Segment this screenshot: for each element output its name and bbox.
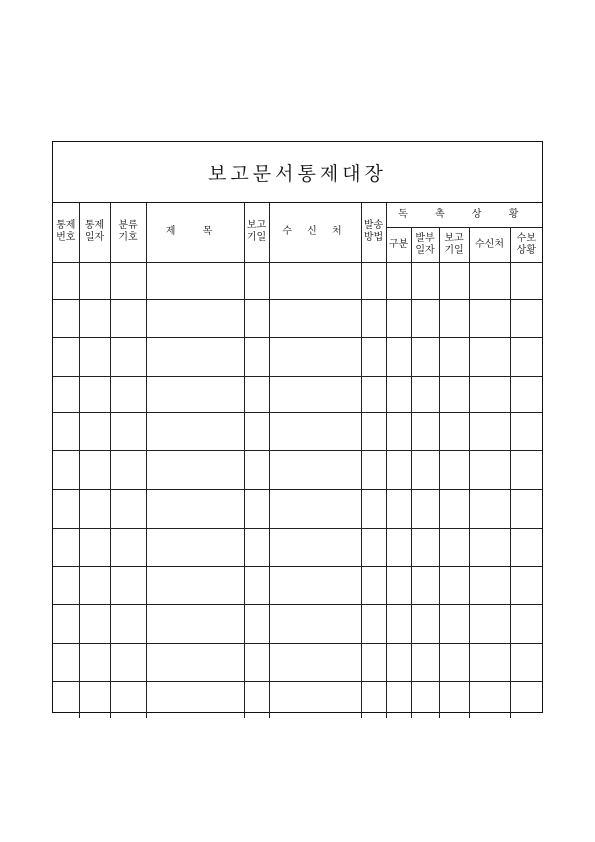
table-cell — [361, 412, 386, 450]
header-report-period: 보고 기일 — [244, 203, 269, 262]
table-cell — [361, 528, 386, 566]
table-cell — [110, 604, 146, 643]
table-cell — [146, 337, 244, 376]
table-cell — [386, 681, 411, 718]
table-cell — [411, 412, 439, 450]
table-cell — [146, 604, 244, 643]
table-cell — [361, 337, 386, 376]
table-cell — [53, 299, 79, 337]
table-cell — [269, 376, 361, 412]
table-cell — [411, 643, 439, 681]
table-cell — [439, 643, 469, 681]
table-cell — [510, 681, 542, 718]
table-cell — [469, 643, 510, 681]
table-row — [53, 412, 542, 450]
table-cell — [244, 262, 269, 299]
table-cell — [110, 299, 146, 337]
table-cell — [53, 412, 79, 450]
header-send-method: 발송 방법 — [361, 203, 386, 262]
table-cell — [469, 337, 510, 376]
table-cell — [411, 262, 439, 299]
table-cell — [53, 337, 79, 376]
table-cell — [469, 262, 510, 299]
table-cell — [361, 376, 386, 412]
table-cell — [411, 299, 439, 337]
table-cell — [79, 262, 110, 299]
table-cell — [269, 299, 361, 337]
table-cell — [361, 489, 386, 528]
table-cell — [110, 566, 146, 604]
table-cell — [244, 376, 269, 412]
table-cell — [510, 528, 542, 566]
table-cell — [386, 412, 411, 450]
table-row — [53, 681, 542, 718]
table-cell — [439, 566, 469, 604]
table-cell — [79, 299, 110, 337]
table-row — [53, 528, 542, 566]
table-cell — [79, 566, 110, 604]
table-cell — [411, 489, 439, 528]
table-cell — [269, 337, 361, 376]
table-cell — [269, 450, 361, 489]
table-cell — [269, 412, 361, 450]
table-cell — [244, 566, 269, 604]
table-cell — [244, 489, 269, 528]
table-cell — [386, 489, 411, 528]
table-cell — [146, 450, 244, 489]
table-cell — [53, 450, 79, 489]
table-cell — [110, 489, 146, 528]
table-cell — [146, 489, 244, 528]
table-cell — [244, 681, 269, 718]
table-cell — [146, 412, 244, 450]
header-control-date: 통제 일자 — [79, 203, 110, 262]
table-row — [53, 299, 542, 337]
table-cell — [510, 337, 542, 376]
table-cell — [386, 643, 411, 681]
title-row — [53, 142, 542, 203]
table-cell — [361, 604, 386, 643]
table-cell — [386, 566, 411, 604]
table-cell — [469, 299, 510, 337]
table-cell — [244, 450, 269, 489]
table-cell — [439, 604, 469, 643]
table-cell — [510, 299, 542, 337]
table-cell — [411, 337, 439, 376]
table-cell — [386, 337, 411, 376]
table-cell — [269, 528, 361, 566]
table-cell — [53, 604, 79, 643]
table-cell — [53, 566, 79, 604]
table-row — [53, 450, 542, 489]
table-cell — [469, 681, 510, 718]
table-cell — [146, 262, 244, 299]
table-cell — [411, 681, 439, 718]
table-cell — [244, 604, 269, 643]
table-cell — [79, 643, 110, 681]
table-cell — [439, 528, 469, 566]
header-reminder-date: 발부 일자 — [411, 227, 439, 262]
table-cell — [469, 376, 510, 412]
table-cell — [510, 376, 542, 412]
table-cell — [411, 528, 439, 566]
table-cell — [439, 450, 469, 489]
table-cell — [79, 489, 110, 528]
table-cell — [79, 681, 110, 718]
table-cell — [411, 566, 439, 604]
table-row — [53, 604, 542, 643]
table-row — [53, 643, 542, 681]
table-cell — [386, 262, 411, 299]
ledger-table — [53, 203, 542, 718]
table-cell — [510, 604, 542, 643]
table-cell — [53, 643, 79, 681]
table-cell — [386, 299, 411, 337]
table-cell — [439, 299, 469, 337]
table-cell — [361, 299, 386, 337]
table-cell — [411, 450, 439, 489]
table-row — [53, 337, 542, 376]
table-cell — [469, 489, 510, 528]
table-cell — [469, 528, 510, 566]
table-cell — [411, 604, 439, 643]
table-cell — [79, 376, 110, 412]
header-control-no: 통제 번호 — [53, 203, 79, 262]
header-reminder-status: 독 촉 상 황 — [386, 203, 542, 227]
table-cell — [110, 412, 146, 450]
table-cell — [79, 528, 110, 566]
table-cell — [53, 262, 79, 299]
table-cell — [469, 604, 510, 643]
table-cell — [386, 376, 411, 412]
table-cell — [146, 566, 244, 604]
table-cell — [244, 299, 269, 337]
table-cell — [361, 643, 386, 681]
table-cell — [439, 376, 469, 412]
table-cell — [269, 604, 361, 643]
table-cell — [269, 262, 361, 299]
table-cell — [146, 681, 244, 718]
header-reply-status: 수보 상황 — [510, 227, 542, 262]
header-class-code: 분류 기호 — [110, 203, 146, 262]
table-cell — [469, 412, 510, 450]
table-cell — [439, 412, 469, 450]
table-cell — [110, 643, 146, 681]
header-reminder-type: 구분 — [386, 227, 411, 262]
table-cell — [269, 566, 361, 604]
table-cell — [110, 450, 146, 489]
table-cell — [510, 450, 542, 489]
table-cell — [510, 566, 542, 604]
report-control-ledger — [52, 141, 543, 713]
table-cell — [269, 489, 361, 528]
table-cell — [53, 489, 79, 528]
table-cell — [146, 643, 244, 681]
table-cell — [146, 299, 244, 337]
table-cell — [110, 337, 146, 376]
table-cell — [53, 681, 79, 718]
header-reminder-recipient: 수신처 — [469, 227, 510, 262]
table-cell — [53, 528, 79, 566]
ledger-body — [53, 262, 542, 718]
table-cell — [510, 489, 542, 528]
table-row — [53, 376, 542, 412]
table-cell — [469, 450, 510, 489]
table-cell — [146, 376, 244, 412]
table-cell — [110, 681, 146, 718]
table-cell — [244, 528, 269, 566]
table-cell — [79, 412, 110, 450]
table-cell — [411, 376, 439, 412]
header-subject: 제 목 — [146, 203, 244, 262]
header-reminder-period: 보고 기일 — [439, 227, 469, 262]
table-cell — [386, 450, 411, 489]
table-cell — [439, 337, 469, 376]
table-cell — [146, 528, 244, 566]
table-row — [53, 489, 542, 528]
table-row — [53, 566, 542, 604]
table-cell — [386, 528, 411, 566]
table-cell — [510, 262, 542, 299]
table-cell — [439, 681, 469, 718]
table-cell — [110, 262, 146, 299]
table-cell — [79, 604, 110, 643]
table-cell — [244, 643, 269, 681]
table-cell — [361, 566, 386, 604]
table-cell — [439, 489, 469, 528]
header-recipient: 수 신 처 — [269, 203, 361, 262]
table-cell — [53, 376, 79, 412]
table-cell — [79, 337, 110, 376]
table-cell — [110, 376, 146, 412]
table-cell — [386, 604, 411, 643]
table-cell — [110, 528, 146, 566]
table-cell — [439, 262, 469, 299]
page-title: 보고문서통제대장 — [208, 163, 387, 185]
table-cell — [244, 337, 269, 376]
table-cell — [361, 450, 386, 489]
table-cell — [469, 566, 510, 604]
table-cell — [269, 681, 361, 718]
table-cell — [269, 643, 361, 681]
table-cell — [361, 681, 386, 718]
table-cell — [361, 262, 386, 299]
table-cell — [244, 412, 269, 450]
table-cell — [79, 450, 110, 489]
table-cell — [510, 643, 542, 681]
table-cell — [510, 412, 542, 450]
table-row — [53, 262, 542, 299]
